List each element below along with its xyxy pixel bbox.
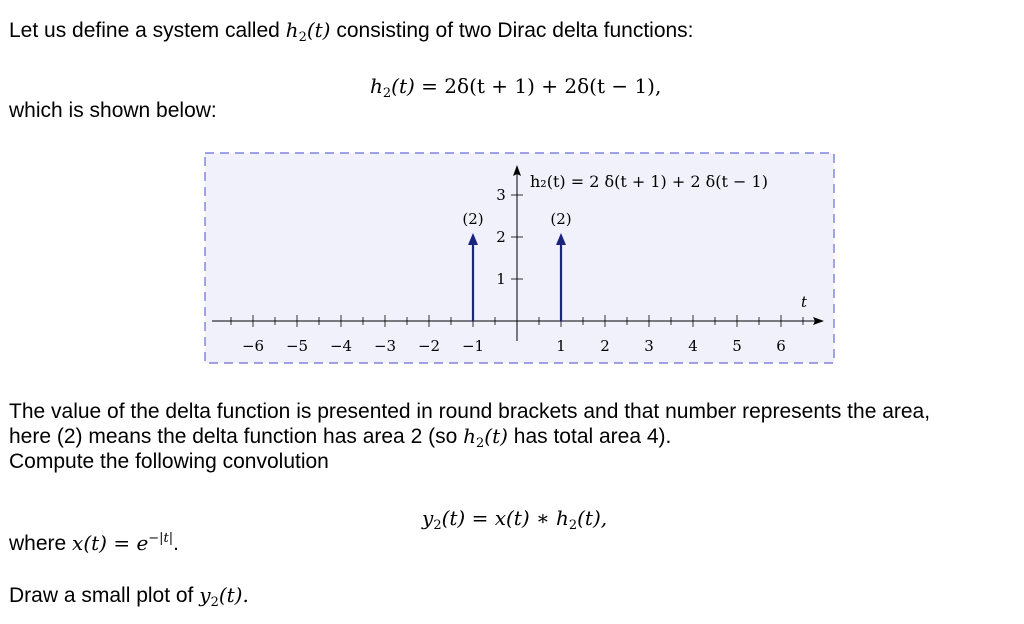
where-line: where $x(t) = e^{-|t|}$. [9, 531, 180, 555]
para-line-2: here (2) means the delta function has area 2 (so $h_2(t)$ has total area 4). [9, 424, 672, 451]
h2-inline-2: $h_2(t)$ [463, 424, 508, 451]
draw-line: Draw a small plot of $y_2(t)$. [9, 583, 249, 610]
x-tick-label: 1 [556, 337, 566, 355]
para-line-3: Compute the following convolution [9, 450, 329, 473]
x-definition: $x(t) = e^{-|t|}$ [72, 531, 174, 555]
impulse-plot-svg [204, 152, 835, 364]
x-tick-label: 3 [644, 337, 654, 355]
convolution-equation: $y_2(t) = x(t)$ ∗ $h_2(t)$, [422, 506, 608, 533]
intro-text: Let us define a system called [9, 19, 280, 42]
y-tick-label: 3 [496, 186, 506, 204]
intro-line [9, 20, 694, 44]
y-tick-label: 1 [496, 270, 506, 288]
y-tick-label: 2 [496, 228, 506, 246]
shown-below-text: which is shown below: [9, 99, 217, 122]
x-tick-label: 6 [776, 337, 786, 355]
x-tick-label: −6 [241, 337, 265, 355]
x-axis-label: t [801, 293, 808, 311]
plot-title: h₂(t) = 2 δ(t + 1) + 2 δ(t − 1) [530, 172, 768, 191]
h2-definition-equation: $h_2(t) = 2\delta(t + 1) + 2\delta(t - 1)$, [370, 74, 662, 101]
impulse-area-label: (2) [462, 210, 484, 228]
x-tick-label: 4 [688, 337, 698, 355]
x-tick-label: 5 [732, 337, 742, 355]
y2-inline: $y_2(t)$. [199, 583, 249, 610]
x-tick-label: −1 [461, 337, 485, 355]
impulse-plot [204, 152, 835, 364]
x-tick-label: −5 [285, 337, 309, 355]
x-tick-label: −4 [329, 337, 353, 355]
h2-inline: $h_2(t)$ [285, 18, 331, 45]
x-tick-label: −2 [417, 337, 441, 355]
x-tick-label: −3 [373, 337, 397, 355]
x-tick-label: 2 [600, 337, 610, 355]
intro-tail-text: consisting of two Dirac delta functions: [336, 19, 694, 42]
impulse-area-label: (2) [550, 210, 572, 228]
para-line-1: The value of the delta function is presented in round brackets and that number represents the area, [9, 400, 931, 423]
